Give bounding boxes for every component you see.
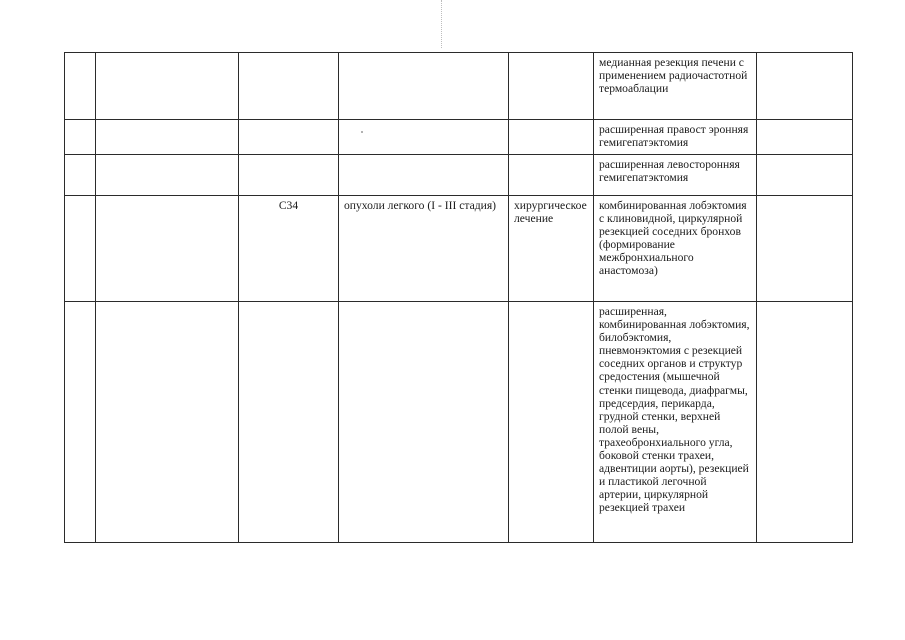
profile-cell	[96, 302, 239, 543]
diagnosis-cell	[339, 155, 509, 196]
diagnosis-cell	[339, 302, 509, 543]
diagnosis-cell: опухоли легкого (I - III стадия)	[339, 196, 509, 302]
treatment-method-cell: комбинированная лобэктомия с клиновидной, циркулярной резекцией соседних бронхов (формирование межбронхиального анастомоза)	[594, 196, 757, 302]
diagnosis-cell	[339, 53, 509, 120]
icd-code-cell: C34	[239, 196, 339, 302]
treatment-method-cell: медианная резекция печени с применением радиочастотной термоаблации	[594, 53, 757, 120]
row-number-cell	[65, 302, 96, 543]
tariff-cell	[757, 302, 853, 543]
tariff-cell	[757, 155, 853, 196]
treatment-type-cell	[509, 120, 594, 155]
table-row	[65, 196, 853, 302]
icd-code-cell	[239, 120, 339, 155]
treatment-type-cell: хирургическое лечение	[509, 196, 594, 302]
row-number-cell	[65, 196, 96, 302]
profile-cell	[96, 155, 239, 196]
treatment-type-cell	[509, 155, 594, 196]
diagnosis-cell	[339, 120, 509, 155]
tariff-cell	[757, 53, 853, 120]
profile-cell	[96, 120, 239, 155]
row-number-cell	[65, 53, 96, 120]
treatment-method-cell: расширенная левосторонняя гемигепатэктомия	[594, 155, 757, 196]
row-number-cell	[65, 155, 96, 196]
treatment-type-cell	[509, 53, 594, 120]
table-row	[65, 53, 853, 120]
profile-cell	[96, 53, 239, 120]
fold-mark	[441, 0, 442, 48]
row-number-cell	[65, 120, 96, 155]
icd-code-cell	[239, 53, 339, 120]
table-row	[65, 302, 853, 543]
treatment-type-cell	[509, 302, 594, 543]
table-row	[65, 155, 853, 196]
treatment-method-cell: расширенная правост эронняя гемигепатэктомия	[594, 120, 757, 155]
treatment-method-cell: расширенная, комбинированная лобэктомия, билобэктомия, пневмонэктомия с резекцией соседних органов и структур средостения (мышечной стенки пищевода, диафрагмы, предсердия, перикарда, грудной стенки, верхней полой вены, трахеобронхиального угла, боковой стенки трахеи, адвентиции аорты), резекцией и пластикой легочной артерии, циркулярной резекцией трахеи	[594, 302, 757, 543]
treatment-table	[64, 52, 853, 543]
icd-code-cell	[239, 155, 339, 196]
icd-code-cell	[239, 302, 339, 543]
tariff-cell	[757, 120, 853, 155]
table-row	[65, 120, 853, 155]
profile-cell	[96, 196, 239, 302]
tariff-cell	[757, 196, 853, 302]
